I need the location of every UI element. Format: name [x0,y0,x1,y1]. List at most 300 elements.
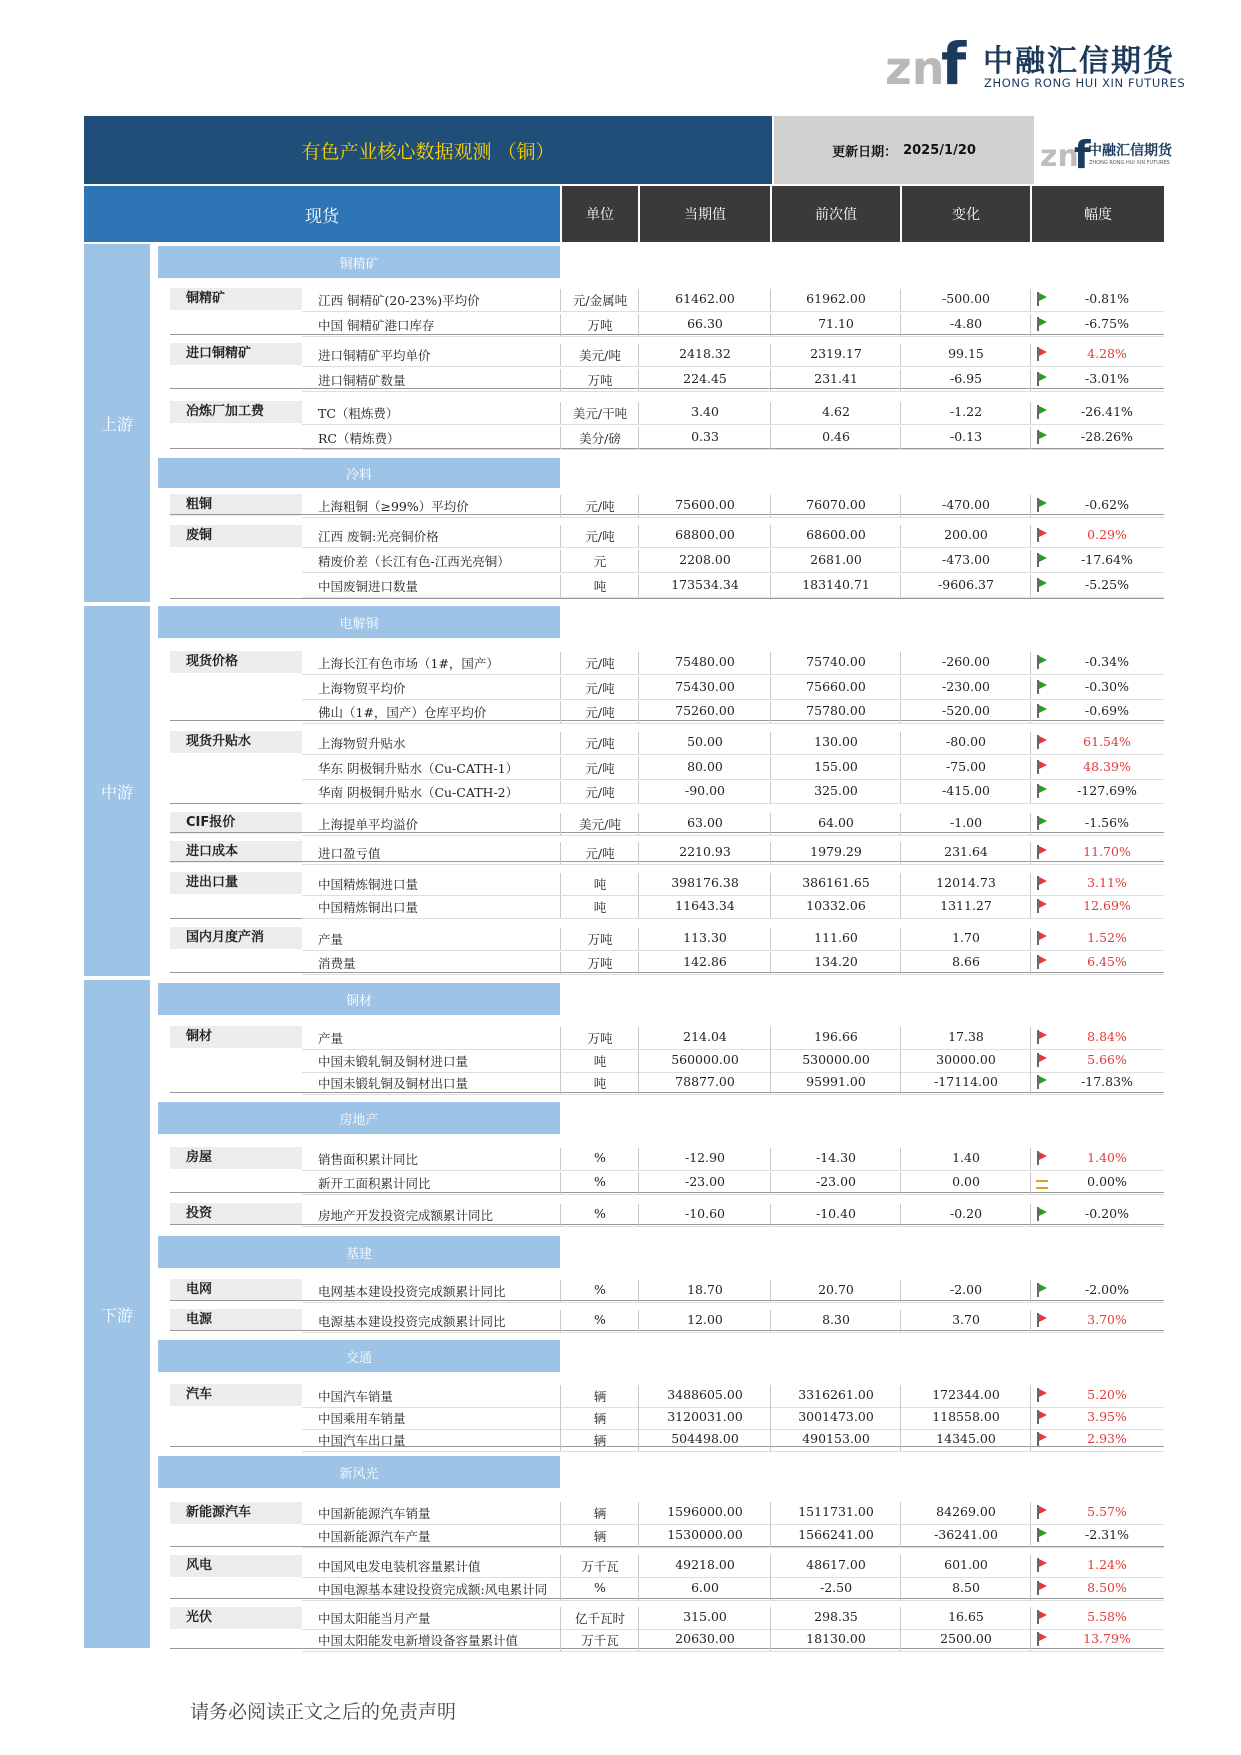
row-divider [302,1451,1164,1452]
table-row [0,291,1129,311]
cell-separator [770,1385,771,1407]
cell-separator [1030,757,1031,779]
row-pct: -5.25% [1085,577,1129,592]
row-current: 78877.00 [675,1074,735,1089]
row-unit: 万吨 [587,932,613,947]
group-label: 汽车 [170,1384,302,1406]
cell-separator [770,677,771,699]
row-change: 172344.00 [932,1387,1000,1402]
cell-separator [560,1310,561,1332]
row-pct: -6.75% [1085,316,1129,331]
table-row [0,898,1131,918]
row-current: 560000.00 [671,1052,739,1067]
cell-separator [560,1280,561,1302]
row-change: 30000.00 [936,1052,996,1067]
table-row [0,759,1131,779]
cell-separator [1030,575,1031,597]
row-previous: 490153.00 [802,1431,870,1446]
row-pct: 48.39% [1083,759,1131,774]
row-current: 214.04 [683,1029,727,1044]
row-unit: 万吨 [587,956,613,971]
row-change: -75.00 [945,759,986,774]
cell-separator [1030,314,1031,336]
row-divider [302,1547,1164,1548]
row-pct: 8.84% [1087,1029,1127,1044]
cell-separator [560,732,561,754]
group-label: 进口铜精矿 [170,343,302,365]
table-row [0,1431,1127,1451]
cell-separator [638,1072,639,1094]
disclaimer-footer: 请务必阅读正文之后的免责声明 [190,1701,457,1723]
table-row [0,703,1129,723]
row-name: 中国未锻轧铜及铜材进口量 [318,1054,469,1069]
cell-separator [560,1050,561,1072]
row-divider [302,311,1164,312]
row-pct: 1.40% [1087,1150,1127,1165]
row-divider [302,1049,1164,1050]
cell-separator [1030,1578,1031,1600]
cell-separator [638,550,639,572]
row-current: 75480.00 [675,654,735,669]
cell-separator [638,677,639,699]
row-unit: 元/金属吨 [572,293,628,308]
group-label: 粗铜 [170,494,302,516]
cell-separator [560,495,561,517]
row-unit: 万千瓦 [581,1559,619,1574]
row-name: 进口铜精矿平均单价 [318,348,431,363]
row-divider [302,366,1164,367]
row-unit: 美元/吨 [579,817,621,832]
subheader: 交通 [158,1340,560,1372]
row-pct: 4.28% [1087,346,1127,361]
group-label: 国内月度产消 [170,927,302,949]
small-logo [1040,128,1172,177]
row-change: -520.00 [942,703,990,718]
row-name: 进口盈亏值 [318,846,381,861]
row-previous: 111.60 [814,930,858,945]
table-row [0,371,1129,391]
cell-separator [770,732,771,754]
row-current: 142.86 [683,954,727,969]
row-change: -1.22 [949,404,983,419]
row-unit: % [594,1206,606,1221]
row-unit: 元/吨 [585,681,615,696]
row-previous: 75780.00 [806,703,866,718]
row-previous: 1566241.00 [798,1527,874,1542]
cell-separator [638,1525,639,1547]
svg-text:zn: zn [885,41,945,95]
row-divider [302,754,1164,755]
group-label: 房屋 [170,1147,302,1169]
cell-separator [770,757,771,779]
cell-separator [900,344,901,366]
cell-separator [560,677,561,699]
cell-separator [638,314,639,336]
cell-separator [560,1555,561,1577]
cell-separator [638,652,639,674]
row-name: 中国新能源汽车销量 [318,1506,431,1521]
row-divider [302,449,1164,450]
table-row [0,1029,1127,1049]
table-row [0,497,1129,517]
cell-separator [1030,701,1031,723]
flag-icon [1036,876,1047,893]
cell-separator [560,952,561,974]
cell-separator [770,952,771,974]
cell-separator [560,369,561,391]
cell-separator [770,781,771,803]
cell-separator [638,952,639,974]
table-row [0,1312,1127,1332]
row-change: 1311.27 [940,898,992,913]
cell-separator [900,1148,901,1170]
row-previous: 18130.00 [806,1631,866,1646]
cell-separator [638,701,639,723]
row-name: 中国汽车销量 [318,1389,394,1404]
group-label: 铜精矿 [170,288,302,310]
table-row [0,1052,1127,1072]
row-name: 华东 阴极铜升贴水（Cu-CATH-1） [318,761,519,776]
table-row [0,527,1127,547]
flag-icon [1036,760,1047,777]
cell-separator [1030,1148,1031,1170]
flat-indicator-icon [1036,1175,1048,1192]
cell-separator [1030,873,1031,895]
row-name: 中国精炼铜进口量 [318,877,419,892]
row-pct: -0.62% [1085,497,1129,512]
row-name: 中国废铜进口数量 [318,579,419,594]
cell-separator [1030,896,1031,918]
row-change: 200.00 [944,527,988,542]
cell-separator [770,1027,771,1049]
cell-separator [638,402,639,424]
row-name: 新开工面积累计同比 [318,1176,431,1191]
table-row [0,930,1127,950]
cell-separator [900,369,901,391]
table-row [0,875,1127,895]
row-change: 1.70 [952,930,980,945]
row-divider [302,974,1164,975]
row-name: 中国精炼铜出口量 [318,900,419,915]
row-pct: -0.30% [1085,679,1129,694]
row-name: 电网基本建设投资完成额累计同比 [318,1284,506,1299]
row-divider [302,424,1164,425]
section-midstream: 中游 [84,606,150,976]
cell-separator [560,575,561,597]
flag-icon [1036,1505,1047,1522]
cell-separator [900,1027,901,1049]
cell-separator [900,1578,901,1600]
row-pct: 1.24% [1087,1557,1127,1572]
column-unit: 单位 [562,186,638,242]
flag-icon [1036,347,1047,364]
cell-separator [1030,1407,1031,1429]
row-change: -9606.37 [938,577,994,592]
cell-separator [560,1429,561,1451]
cell-separator [900,1555,901,1577]
table-row [0,552,1133,572]
table-row [0,1631,1131,1651]
cell-separator [1030,1607,1031,1629]
row-change: 8.50 [952,1580,980,1595]
cell-separator [560,525,561,547]
cell-separator [770,495,771,517]
cell-separator [900,732,901,754]
cell-separator [770,1502,771,1524]
cell-separator [560,1204,561,1226]
row-pct: 8.50% [1087,1580,1127,1595]
row-unit: 元/吨 [585,761,615,776]
flag-icon [1036,899,1047,916]
row-previous: 71.10 [818,316,854,331]
row-current: 6.00 [691,1580,719,1595]
cell-separator [560,427,561,449]
cell-separator [638,813,639,835]
row-previous: 3001473.00 [798,1409,874,1424]
row-divider [302,1094,1164,1095]
cell-separator [560,652,561,674]
flag-icon [1036,1053,1047,1070]
cell-separator [770,842,771,864]
table-row [0,1557,1127,1577]
table-row [0,1174,1127,1194]
small-logo-en: ZHONG RONG HUI XIN FUTURES [1089,160,1170,166]
row-change: 14345.00 [936,1431,996,1446]
svg-text:f: f [1074,133,1091,177]
row-unit: 吨 [593,1054,607,1069]
row-divider [302,547,1164,548]
row-change: 84269.00 [936,1504,996,1519]
row-name: 电源基本建设投资完成额累计同比 [318,1314,506,1329]
cell-separator [900,842,901,864]
cell-separator [638,525,639,547]
row-change: -0.20 [949,1206,983,1221]
flag-icon [1036,578,1047,595]
cell-separator [560,842,561,864]
cell-separator [638,896,639,918]
row-current: 3488605.00 [667,1387,743,1402]
row-previous: 75660.00 [806,679,866,694]
row-pct: 3.95% [1087,1409,1127,1424]
group-label: 进出口量 [170,872,302,894]
cell-separator [900,289,901,311]
cell-separator [770,575,771,597]
cell-separator [900,1502,901,1524]
cell-separator [900,575,901,597]
cell-separator [560,813,561,835]
row-current: 61462.00 [675,291,735,306]
svg-text:zn: zn [1040,139,1079,174]
row-unit: 万吨 [587,1031,613,1046]
group-label: 废铜 [170,525,302,547]
row-name: 中国新能源汽车产量 [318,1529,431,1544]
row-current: 68800.00 [675,527,735,542]
row-unit: 元/吨 [585,499,615,514]
row-current: -90.00 [684,783,725,798]
cell-separator [900,1172,901,1194]
row-previous: 48617.00 [806,1557,866,1572]
column-spot: 现货 [84,186,560,242]
row-current: 11643.34 [675,898,735,913]
row-previous: 20.70 [818,1282,854,1297]
flag-icon [1036,1632,1047,1649]
cell-separator [900,813,901,835]
cell-separator [770,525,771,547]
cell-separator [770,652,771,674]
table-row [0,783,1137,803]
row-unit: 辆 [593,1411,607,1426]
cell-separator [560,1027,561,1049]
row-unit: 元/吨 [585,736,615,751]
cell-separator [638,427,639,449]
row-current: 75600.00 [675,497,735,512]
cell-separator [560,781,561,803]
row-name: 上海粗铜（≥99%）平均价 [318,499,469,514]
cell-separator [770,1555,771,1577]
row-divider [302,1429,1164,1430]
row-pct: -0.81% [1085,291,1129,306]
row-divider [302,1194,1164,1195]
row-pct: -2.00% [1085,1282,1129,1297]
row-divider [302,597,1164,598]
row-change: -260.00 [942,654,990,669]
row-name: 佛山（1#，国产）仓库平均价 [318,705,487,720]
row-current: 0.33 [691,429,719,444]
row-divider [302,1407,1164,1408]
row-unit: % [594,1150,606,1165]
cell-separator [1030,842,1031,864]
row-name: 房地产开发投资完成额累计同比 [318,1208,494,1223]
cell-separator [638,344,639,366]
row-current: 49218.00 [675,1557,735,1572]
group-label: 铜材 [170,1026,302,1048]
row-previous: 386161.65 [802,875,870,890]
row-divider [302,895,1164,896]
row-change: 231.64 [944,844,988,859]
row-divider [302,835,1164,836]
row-current: 504498.00 [671,1431,739,1446]
row-name: 产量 [318,932,344,947]
row-divider [302,1600,1164,1601]
row-unit: 吨 [593,1076,607,1091]
cell-separator [770,1407,771,1429]
cell-separator [770,314,771,336]
table-row [0,1150,1127,1170]
subheader: 冷料 [158,458,560,488]
subheader: 电解铜 [158,606,560,638]
flag-icon [1036,1558,1047,1575]
cell-separator [638,1407,639,1429]
row-name: 中国风电发电装机容量累计值 [318,1559,481,1574]
row-current: 2210.93 [679,844,731,859]
row-name: 消费量 [318,956,356,971]
flag-icon [1036,1151,1047,1168]
table-row [0,1504,1127,1524]
cell-separator [1030,525,1031,547]
row-change: -80.00 [945,734,986,749]
row-previous: 183140.71 [802,577,870,592]
row-pct: 61.54% [1083,734,1131,749]
row-pct: 3.70% [1087,1312,1127,1327]
cell-separator [900,781,901,803]
cell-separator [900,928,901,950]
row-unit: 万千瓦 [581,1633,619,1648]
row-name: 产量 [318,1031,344,1046]
group-label: 电源 [170,1309,302,1331]
row-current: 315.00 [683,1609,727,1624]
page-title: 有色产业核心数据观测 （铜） [84,116,772,184]
row-previous: -10.40 [815,1206,856,1221]
row-previous: -14.30 [815,1150,856,1165]
row-change: 99.15 [948,346,984,361]
row-change: -0.13 [949,429,983,444]
cell-separator [770,289,771,311]
cell-separator [770,1148,771,1170]
znf-logo-mark [885,30,975,98]
row-previous: 4.62 [822,404,850,419]
row-current: 12.00 [687,1312,723,1327]
cell-separator [1030,495,1031,517]
cell-separator [560,1607,561,1629]
cell-separator [1030,550,1031,572]
cell-separator [638,289,639,311]
group-label: CIF报价 [170,812,302,834]
table-row [0,654,1129,674]
row-change: -6.95 [949,371,983,386]
cell-separator [770,1204,771,1226]
table-row [0,1282,1129,1302]
flag-icon [1036,1410,1047,1427]
row-divider [302,1524,1164,1525]
row-change: 8.66 [952,954,980,969]
flag-icon [1036,735,1047,752]
cell-separator [770,1050,771,1072]
cell-separator [638,1204,639,1226]
cell-separator [900,1280,901,1302]
row-previous: 76070.00 [806,497,866,512]
row-previous: 155.00 [814,759,858,774]
row-previous: 3316261.00 [798,1387,874,1402]
row-name: 上海物贸平均价 [318,681,406,696]
row-change: 3.70 [952,1312,980,1327]
cell-separator [1030,928,1031,950]
subheader: 新风光 [158,1456,560,1488]
row-pct: 0.29% [1087,527,1127,542]
table-row [0,954,1127,974]
row-current: -10.60 [684,1206,725,1221]
cell-separator [560,1172,561,1194]
subheader: 铜材 [158,983,560,1015]
cell-separator [1030,1555,1031,1577]
row-previous: 325.00 [814,783,858,798]
section-downstream: 下游 [84,980,150,1648]
flag-icon [1036,931,1047,948]
cell-separator [770,369,771,391]
row-name: 上海提单平均溢价 [318,817,419,832]
row-change: 2500.00 [940,1631,992,1646]
row-current: 113.30 [683,930,727,945]
row-previous: 196.66 [814,1029,858,1044]
row-divider [302,918,1164,919]
row-unit: 美元/干吨 [572,406,628,421]
group-label: 光伏 [170,1607,302,1629]
flag-icon [1036,372,1047,389]
row-divider [302,779,1164,780]
table-row [0,1206,1129,1226]
table-row [0,844,1131,864]
row-current: 398176.38 [671,875,739,890]
row-unit: 元/吨 [585,785,615,800]
